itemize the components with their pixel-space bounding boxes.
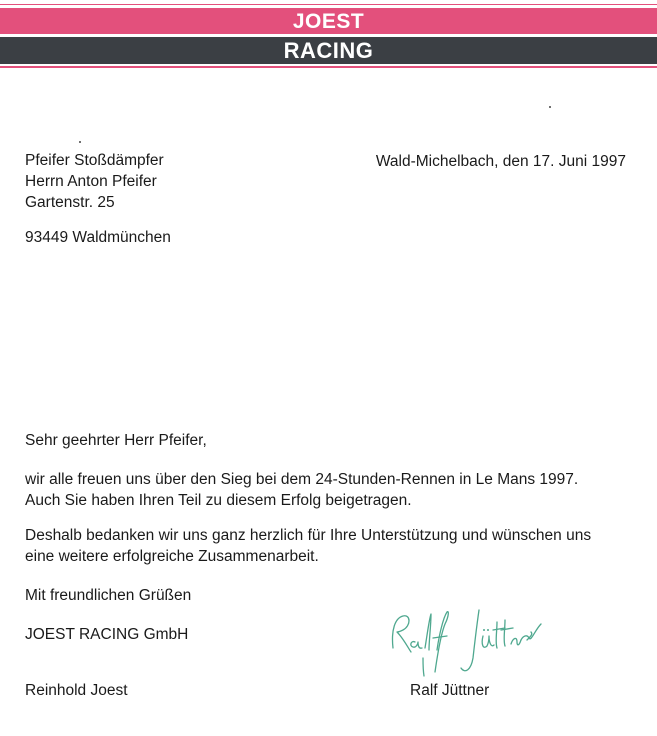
closing: Mit freundlichen Grüßen bbox=[25, 587, 192, 604]
signatory-right: Ralf Jüttner bbox=[410, 682, 490, 699]
paragraph-line: Auch Sie haben Ihren Teil zu diesem Erfolg beigetragen. bbox=[25, 492, 412, 509]
signatory-left: Reinhold Joest bbox=[25, 682, 128, 699]
recipient-address bbox=[25, 150, 164, 213]
body-paragraph-2 bbox=[25, 525, 591, 567]
sender-company: JOEST RACING GmbH bbox=[25, 626, 189, 643]
paragraph-line: eine weitere erfolgreiche Zusammenarbeit. bbox=[25, 548, 319, 565]
date-line: Wald-Michelbach, den 17. Juni 1997 bbox=[375, 153, 626, 170]
brand-name-racing: RACING bbox=[283, 38, 374, 63]
brand-name-joest: JOEST bbox=[292, 10, 365, 33]
paragraph-line: wir alle freuen uns über den Sieg bei dem 24-Stunden-Rennen in Le Mans 1997. bbox=[25, 471, 579, 488]
letterhead bbox=[0, 0, 657, 72]
scan-speck bbox=[79, 141, 81, 143]
body-paragraph-1 bbox=[25, 469, 578, 511]
recipient-name: Herrn Anton Pfeifer bbox=[25, 173, 157, 190]
letterhead-top-rule bbox=[0, 4, 657, 5]
recipient-company: Pfeifer Stoßdämpfer bbox=[25, 152, 164, 169]
recipient-street: Gartenstr. 25 bbox=[25, 194, 115, 211]
letterhead-bottom-rule bbox=[0, 66, 657, 68]
salutation: Sehr geehrter Herr Pfeifer, bbox=[25, 432, 207, 449]
paragraph-line: Deshalb bedanken wir uns ganz herzlich für Ihre Unterstützung und wünschen uns bbox=[25, 527, 592, 544]
scan-speck bbox=[549, 106, 551, 108]
recipient-city: 93449 Waldmünchen bbox=[25, 229, 171, 246]
handwritten-signature bbox=[385, 600, 545, 680]
